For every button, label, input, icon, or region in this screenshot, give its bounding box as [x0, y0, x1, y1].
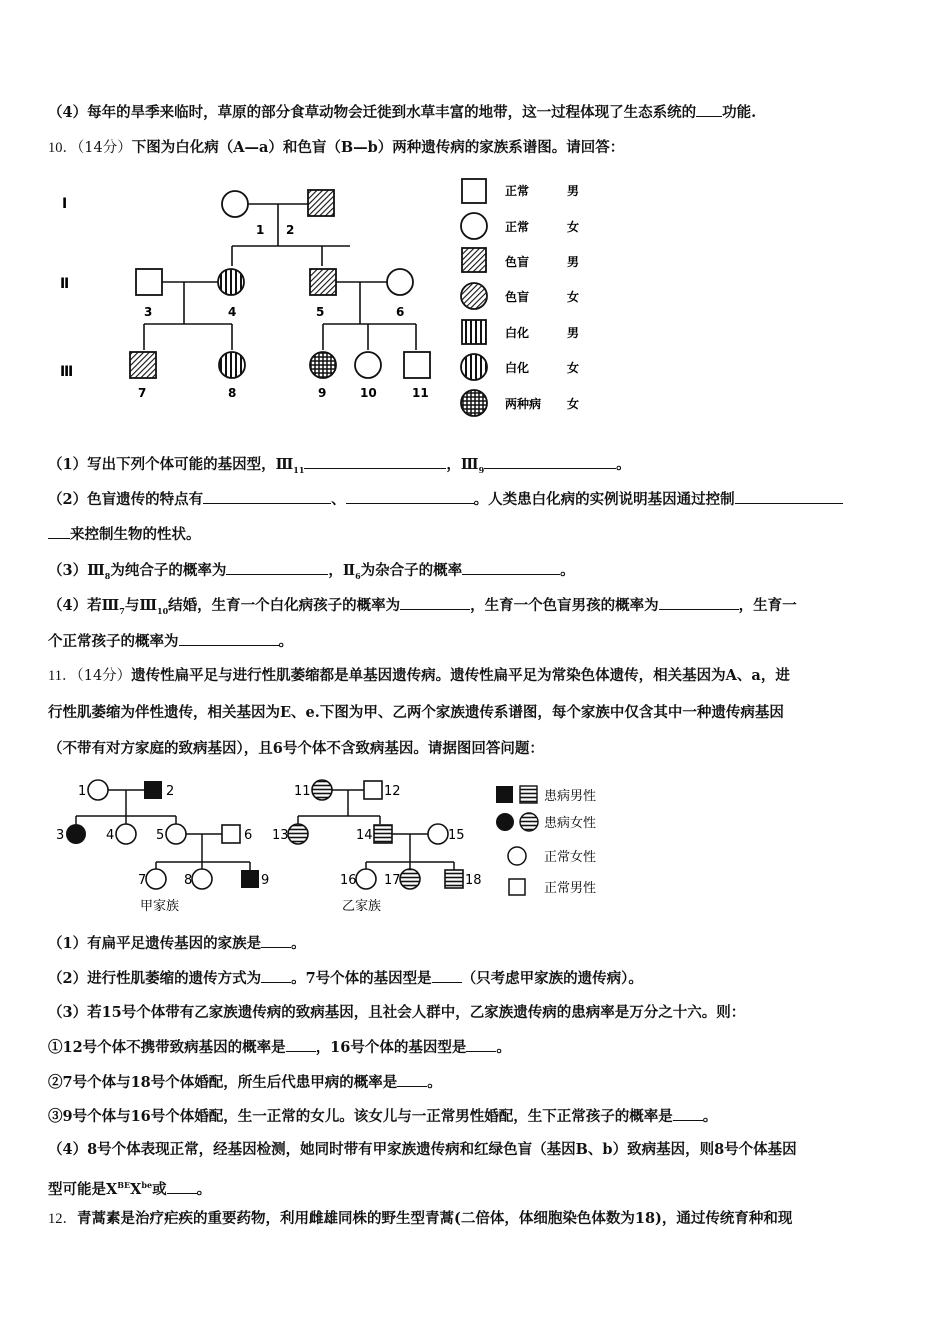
answer-blank[interactable] [203, 489, 331, 504]
svg-text:14: 14 [356, 828, 373, 843]
svg-text:正常女性: 正常女性 [544, 850, 597, 865]
answer-blank[interactable] [484, 454, 616, 469]
svg-text:白化: 白化 [505, 361, 530, 375]
answer-blank[interactable] [696, 102, 722, 117]
svg-text:3: 3 [56, 828, 65, 843]
svg-text:色盲: 色盲 [505, 290, 530, 304]
svg-text:9: 9 [261, 873, 270, 888]
svg-text:7: 7 [138, 873, 147, 888]
svg-text:男: 男 [567, 326, 580, 340]
svg-text:正常男性: 正常男性 [544, 881, 597, 896]
svg-text:5: 5 [156, 828, 165, 843]
answer-blank[interactable] [261, 933, 291, 948]
svg-text:6: 6 [244, 828, 253, 843]
svg-text:10: 10 [360, 386, 377, 400]
svg-text:色盲: 色盲 [505, 255, 530, 269]
svg-text:2: 2 [166, 784, 175, 799]
svg-text:4: 4 [228, 305, 237, 319]
individual-II6 [387, 269, 413, 295]
svg-text:8: 8 [228, 386, 237, 400]
svg-text:2: 2 [286, 223, 295, 237]
svg-text:6: 6 [396, 305, 405, 319]
answer-blank[interactable] [735, 489, 843, 504]
svg-text:两种病: 两种病 [505, 397, 542, 411]
q12-stem: 12．青蒿素是治疗疟疾的重要药物，利用雌雄同株的野生型青蒿(二倍体，体细胞染色体数为18)，通过传统育种和现 [48, 1210, 793, 1227]
q11-part3-sub3: ③9号个体与16号个体婚配，生一正常的女儿。该女儿与一正常男性婚配，生下正常孩子的概率是 。 [48, 1108, 718, 1125]
q11-stem-2: 行性肌萎缩为伴性遗传，相关基因为E、e.下图为甲、乙两个家族遗传系谱图，每个家族中仅含其中一种遗传病基因 [48, 704, 784, 721]
svg-text:5: 5 [316, 305, 325, 319]
svg-text:7: 7 [138, 386, 147, 400]
svg-text:4: 4 [106, 828, 115, 843]
svg-text:18: 18 [465, 873, 482, 888]
q11-stem-3: （不带有对方家庭的致病基因），且6号个体不含致病基因。请据图回答问题： [48, 740, 544, 757]
svg-text:男: 男 [567, 184, 580, 198]
svg-text:白化: 白化 [505, 326, 530, 340]
svg-text:15: 15 [448, 828, 465, 843]
q11-part4: （4）8号个体表现正常，经基因检测，她同时带有甲家族遗传病和红绿色盲（基因B、b）致病基因，则8号个体基因 [48, 1141, 797, 1158]
svg-text:女: 女 [567, 361, 580, 375]
svg-text:9: 9 [318, 386, 327, 400]
answer-blank[interactable] [286, 1037, 316, 1052]
q10-stem: 10．（14分）下图为白化病（A—a）和色盲（B—b）两种遗传病的家族系谱图。请回答： [48, 139, 625, 156]
svg-text:患病女性: 患病女性 [544, 816, 597, 831]
gen-label-II: Ⅱ [60, 276, 70, 292]
answer-blank[interactable] [261, 968, 291, 983]
individual-II5 [310, 269, 336, 295]
svg-text:1: 1 [78, 784, 87, 799]
q9-part4: （4）每年的旱季来临时，草原的部分食草动物会迁徙到水草丰富的地带，这一过程体现了生态系统的 功能. [48, 104, 757, 121]
individual-III7 [130, 352, 156, 378]
svg-text:11: 11 [294, 784, 311, 799]
answer-blank[interactable] [397, 1072, 427, 1087]
q11-part2: （2）进行性肌萎缩的遗传方式为 。7号个体的基因型是 （只考虑甲家族的遗传病）。 [48, 970, 643, 987]
q10-part1: （1）写出下列个体可能的基因型，$Ⅲ_{11}$ ，$Ⅲ_9$ 。 [48, 456, 631, 475]
q10-part2: （2）色盲遗传的特点有 、 。人类患白化病的实例说明基因通过控制 [48, 489, 910, 510]
answer-blank[interactable] [659, 595, 739, 610]
q10-part4-cont: 个正常孩子的概率为 。 [48, 633, 293, 650]
answer-blank[interactable] [400, 595, 470, 610]
q10-legend [461, 179, 579, 416]
answer-blank[interactable] [462, 560, 560, 575]
svg-text:13: 13 [272, 828, 289, 843]
gen-label-I: I [62, 196, 68, 212]
q11-part3-sub1: ①12号个体不携带致病基因的概率是 ，16号个体的基因型是 。 [48, 1039, 511, 1056]
svg-text:女: 女 [567, 220, 580, 234]
answer-blank[interactable] [167, 1179, 197, 1194]
q11-part3-sub2: ②7号个体与18号个体婚配，所生后代患甲病的概率是 。 [48, 1074, 442, 1091]
answer-blank[interactable] [432, 968, 462, 983]
svg-text:男: 男 [567, 255, 580, 269]
q11-part4-cont: 型可能是$X^{BE}X^{be}$或 。 [48, 1180, 212, 1198]
svg-text:1: 1 [256, 223, 265, 237]
individual-I1 [222, 191, 248, 217]
answer-blank[interactable] [346, 489, 474, 504]
q11-part1: （1）有扁平足遗传基因的家族是 。 [48, 935, 306, 952]
svg-text:16: 16 [340, 873, 357, 888]
q10-part3: $(3)Ⅲ_8$为纯合子的概率为 ，$Ⅱ_6$为杂合子的概率 。 [48, 562, 575, 581]
q11-pedigree-figure [50, 772, 630, 920]
svg-text:女: 女 [567, 290, 580, 304]
individual-I2 [308, 190, 334, 216]
q10-pedigree-figure [50, 168, 610, 428]
svg-text:正常: 正常 [505, 220, 530, 234]
svg-text:17: 17 [384, 873, 401, 888]
q11-stem-1: 11．（14分）遗传性扁平足与进行性肌萎缩都是单基因遗传病。遗传性扁平足为常染色体遗传，相关基因为A、a，进 [48, 667, 790, 684]
individual-II4 [218, 269, 244, 295]
answer-blank[interactable] [179, 631, 279, 646]
gen-label-III: Ⅲ [60, 364, 74, 380]
q10-part4: （4）若$Ⅲ_7$与$Ⅲ_{10}$结婚，生育一个白化病孩子的概率为 ，生育一个色盲男孩的概率为 ，生育一 [48, 597, 797, 616]
individual-III11 [404, 352, 430, 378]
answer-blank[interactable] [48, 524, 70, 539]
svg-text:3: 3 [144, 305, 153, 319]
svg-text:患病男性: 患病男性 [544, 789, 597, 804]
individual-II3 [136, 269, 162, 295]
svg-text:正常: 正常 [505, 184, 530, 198]
svg-text:11: 11 [412, 386, 429, 400]
individual-III10 [355, 352, 381, 378]
individual-III9 [310, 352, 336, 378]
svg-text:乙家族: 乙家族 [342, 899, 382, 914]
svg-text:甲家族: 甲家族 [140, 899, 180, 914]
q11-part3: （3）若15号个体带有乙家族遗传病的致病基因，且社会人群中，乙家族遗传病的患病率是万分之十六。则： [48, 1004, 746, 1021]
svg-text:女: 女 [567, 397, 580, 411]
answer-blank[interactable] [304, 454, 446, 469]
svg-text:8: 8 [184, 873, 193, 888]
answer-blank[interactable] [466, 1037, 496, 1052]
individual-III8 [219, 352, 245, 378]
answer-blank[interactable] [226, 560, 328, 575]
answer-blank[interactable] [673, 1106, 703, 1121]
q11-legend [496, 786, 596, 896]
svg-text:12: 12 [384, 784, 401, 799]
q10-part2-cont: 来控制生物的性状。 [48, 524, 910, 545]
